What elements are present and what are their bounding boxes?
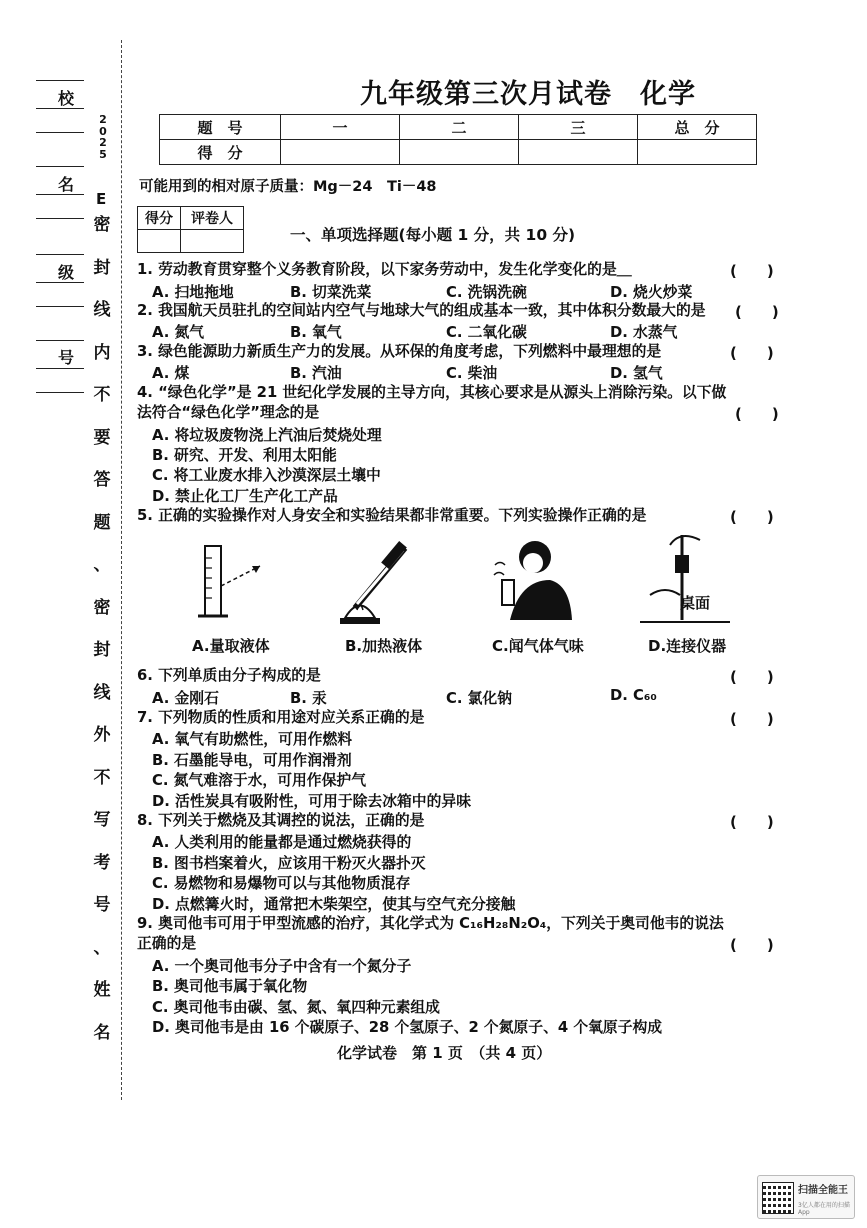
seal-notice-char: 外 bbox=[93, 725, 111, 745]
score-row-label: 得 分 bbox=[160, 140, 281, 165]
seal-notice-char: 考 bbox=[93, 852, 111, 873]
q8-option-c: C. 易燃物和易爆物可以与其他物质混存 bbox=[152, 875, 411, 892]
year-digit: 2 bbox=[99, 136, 107, 150]
q4-option-a: A. 将垃圾废物浇上汽油后焚烧处理 bbox=[152, 427, 382, 444]
question-1: 1. 劳动教育贯穿整个义务教育阶段，以下家务劳动中，发生化学变化的是＿ bbox=[137, 261, 632, 278]
smelling-gas-image bbox=[490, 535, 580, 625]
question-7: 7. 下列物质的性质和用途对应关系正确的是 bbox=[137, 709, 425, 726]
side-letter: E bbox=[96, 190, 107, 208]
seal-notice-char: 密 bbox=[93, 597, 111, 618]
q2-option-a: A. 氮气 bbox=[152, 324, 205, 341]
class-line-mid bbox=[36, 282, 84, 283]
seal-notice-char: 封 bbox=[93, 640, 111, 660]
q6-option-c: C. 氯化钠 bbox=[446, 690, 513, 707]
year-digit: 2 bbox=[99, 113, 107, 126]
school-label: 校 bbox=[58, 89, 75, 108]
question-9-line-2: 正确的是 bbox=[137, 935, 197, 952]
page-footer: 化学试卷 第 1 页 （共 4 页） bbox=[337, 1044, 552, 1062]
q6-option-a: A. 金刚石 bbox=[152, 690, 219, 707]
score-cell[interactable] bbox=[281, 140, 400, 165]
desk-label: 桌面 bbox=[680, 594, 711, 612]
score-header-2: 二 bbox=[400, 115, 519, 140]
seal-notice-char: 、 bbox=[93, 555, 111, 575]
q3-option-c: C. 柴油 bbox=[446, 365, 498, 382]
grader-score-label: 得分 bbox=[138, 207, 181, 230]
class-line-bottom bbox=[36, 306, 84, 307]
seal-notice-char: 密 bbox=[93, 215, 111, 235]
q1-option-a: A. 扫地拖地 bbox=[152, 284, 234, 301]
atomic-mass-note: 可能用到的相对原子质量：Mg－24 Ti－48 bbox=[139, 179, 437, 195]
school-line-bottom bbox=[36, 132, 84, 133]
question-4-line-1: 4. “绿色化学”是 21 世纪化学发展的主导方向，其核心要求是从源头上消除污染。以下做 bbox=[137, 384, 727, 401]
grader-table bbox=[137, 206, 244, 253]
q5-caption-b: B.加热液体 bbox=[345, 637, 423, 655]
score-cell[interactable] bbox=[638, 140, 757, 165]
answer-paren[interactable]: ( ) bbox=[730, 508, 774, 526]
question-3: 3. 绿色能源助力新质生产力的发展。从环保的角度考虑，下列燃料中最理想的是 bbox=[137, 343, 662, 360]
q8-option-d: D. 点燃篝火时，通常把木柴架空，使其与空气充分接触 bbox=[152, 896, 516, 913]
seal-notice-char: 、 bbox=[93, 937, 111, 958]
scanner-slogan: 3亿人都在用的扫描App bbox=[798, 1202, 850, 1216]
answer-paren[interactable]: ( ) bbox=[730, 813, 774, 831]
score-table bbox=[159, 114, 757, 165]
q2-option-b: B. 氧气 bbox=[290, 324, 342, 341]
question-5: 5. 正确的实验操作对人身安全和实验结果都非常重要。下列实验操作正确的是 bbox=[137, 507, 647, 524]
q7-option-c: C. 氮气难溶于水，可用作保护气 bbox=[152, 772, 366, 789]
number-line-top bbox=[36, 340, 84, 341]
seal-notice-char: 不 bbox=[93, 767, 111, 788]
q4-option-c: C. 将工业废水排入沙漠深层土壤中 bbox=[152, 467, 381, 484]
question-9-line-1: 9. 奥司他韦可用于甲型流感的治疗，其化学式为 C₁₆H₂₈N₂O₄，下列关于奥司他韦的说法 bbox=[137, 915, 724, 932]
score-cell[interactable] bbox=[400, 140, 519, 165]
question-8: 8. 下列关于燃烧及其调控的说法，正确的是 bbox=[137, 812, 425, 829]
class-line-top bbox=[36, 254, 84, 255]
q8-option-b: B. 图书档案着火，应该用干粉灭火器扑灭 bbox=[152, 855, 426, 872]
question-6: 6. 下列单质由分子构成的是 bbox=[137, 667, 321, 684]
seal-notice-char: 名 bbox=[93, 1022, 111, 1043]
q2-option-d: D. 水蒸气 bbox=[610, 324, 678, 341]
grader-name-cell[interactable] bbox=[181, 230, 244, 253]
seal-notice-char: 号 bbox=[93, 895, 111, 915]
page-title: 九年级第三次月试卷 化学 bbox=[360, 79, 696, 110]
seal-notice-char: 线 bbox=[93, 682, 111, 703]
name-line-top bbox=[36, 166, 84, 167]
name-label: 名 bbox=[58, 175, 75, 194]
q2-option-c: C. 二氧化碳 bbox=[446, 324, 527, 341]
q1-option-b: B. 切菜洗菜 bbox=[290, 284, 372, 301]
score-header-total: 总 分 bbox=[638, 115, 757, 140]
question-2: 2. 我国航天员驻扎的空间站内空气与地球大气的组成基本一致，其中体积分数最大的是 bbox=[137, 302, 706, 319]
question-4-line-2: 法符合“绿色化学”理念的是 bbox=[137, 404, 320, 421]
year-digit: 0 bbox=[99, 124, 107, 138]
seal-notice-char: 要 bbox=[93, 427, 111, 448]
answer-paren[interactable]: ( ) bbox=[730, 262, 774, 280]
year-vertical bbox=[97, 114, 109, 160]
grader-score-cell[interactable] bbox=[138, 230, 181, 253]
scanner-watermark bbox=[757, 1175, 855, 1219]
qr-code-icon bbox=[762, 1182, 794, 1214]
score-cell[interactable] bbox=[519, 140, 638, 165]
q9-option-b: B. 奥司他韦属于氧化物 bbox=[152, 978, 308, 995]
school-line-top bbox=[36, 80, 84, 81]
seal-notice-char: 答 bbox=[93, 470, 111, 490]
name-line-mid bbox=[36, 194, 84, 195]
score-header-1: 一 bbox=[281, 115, 400, 140]
measuring-cylinder-image bbox=[190, 538, 280, 628]
q7-option-a: A. 氧气有助燃性，可用作燃料 bbox=[152, 731, 353, 748]
q8-option-a: A. 人类利用的能量都是通过燃烧获得的 bbox=[152, 834, 412, 851]
number-line-mid bbox=[36, 368, 84, 369]
score-header-3: 三 bbox=[519, 115, 638, 140]
grader-name-label: 评卷人 bbox=[181, 207, 244, 230]
answer-paren[interactable]: ( ) bbox=[730, 936, 774, 954]
seal-notice-char: 封 bbox=[93, 257, 111, 278]
q1-option-d: D. 烧火炒菜 bbox=[610, 284, 693, 301]
q6-option-d: D. C₆₀ bbox=[610, 687, 657, 704]
answer-paren[interactable]: ( ) bbox=[735, 405, 779, 423]
seal-notice-char: 线 bbox=[93, 300, 111, 320]
seal-notice-char: 不 bbox=[93, 385, 111, 405]
q6-option-b: B. 汞 bbox=[290, 690, 327, 707]
seal-notice-char: 题 bbox=[93, 512, 111, 533]
q9-option-a: A. 一个奥司他韦分子中含有一个氮分子 bbox=[152, 958, 412, 975]
q9-option-c: C. 奥司他韦由碳、氢、氮、氧四种元素组成 bbox=[152, 999, 440, 1016]
scanner-brand: 扫描全能王 bbox=[798, 1185, 848, 1196]
q4-option-d: D. 禁止化工厂生产化工产品 bbox=[152, 488, 338, 505]
class-label: 级 bbox=[58, 263, 75, 282]
q5-caption-c: C.闻气体气味 bbox=[492, 637, 584, 655]
answer-paren[interactable]: ( ) bbox=[730, 710, 774, 728]
seal-line-notice bbox=[92, 212, 112, 1062]
heating-liquid-image bbox=[335, 538, 425, 628]
answer-paren[interactable]: ( ) bbox=[735, 303, 779, 321]
q5-caption-d: D.连接仪器 bbox=[648, 637, 727, 655]
seal-notice-char: 内 bbox=[93, 342, 111, 363]
q1-option-c: C. 洗锅洗碗 bbox=[446, 284, 527, 301]
seal-dashed-line bbox=[121, 40, 122, 1100]
q9-option-d: D. 奥司他韦是由 16 个碳原子、28 个氢原子、2 个氮原子、4 个氧原子构成 bbox=[152, 1019, 663, 1036]
connecting-apparatus-image bbox=[640, 530, 750, 630]
number-line-bottom bbox=[36, 392, 84, 393]
q3-option-b: B. 汽油 bbox=[290, 365, 342, 382]
answer-paren[interactable]: ( ) bbox=[730, 668, 774, 686]
q3-option-d: D. 氢气 bbox=[610, 365, 663, 382]
answer-paren[interactable]: ( ) bbox=[730, 344, 774, 362]
q3-option-a: A. 煤 bbox=[152, 365, 190, 382]
q7-option-d: D. 活性炭具有吸附性，可用于除去冰箱中的异味 bbox=[152, 793, 471, 810]
q5-caption-a: A.量取液体 bbox=[192, 637, 270, 655]
school-line-mid bbox=[36, 108, 84, 109]
seal-notice-char: 姓 bbox=[93, 980, 111, 1000]
name-line-bottom bbox=[36, 218, 84, 219]
seal-notice-char: 写 bbox=[93, 810, 111, 830]
year-digit: 5 bbox=[99, 147, 107, 161]
q7-option-b: B. 石墨能导电，可用作润滑剂 bbox=[152, 752, 352, 769]
section-title: 一、单项选择题(每小题 1 分，共 10 分) bbox=[290, 226, 576, 244]
q4-option-b: B. 研究、开发、利用太阳能 bbox=[152, 447, 337, 464]
score-header-label: 题 号 bbox=[160, 115, 281, 140]
number-label: 号 bbox=[58, 348, 75, 367]
